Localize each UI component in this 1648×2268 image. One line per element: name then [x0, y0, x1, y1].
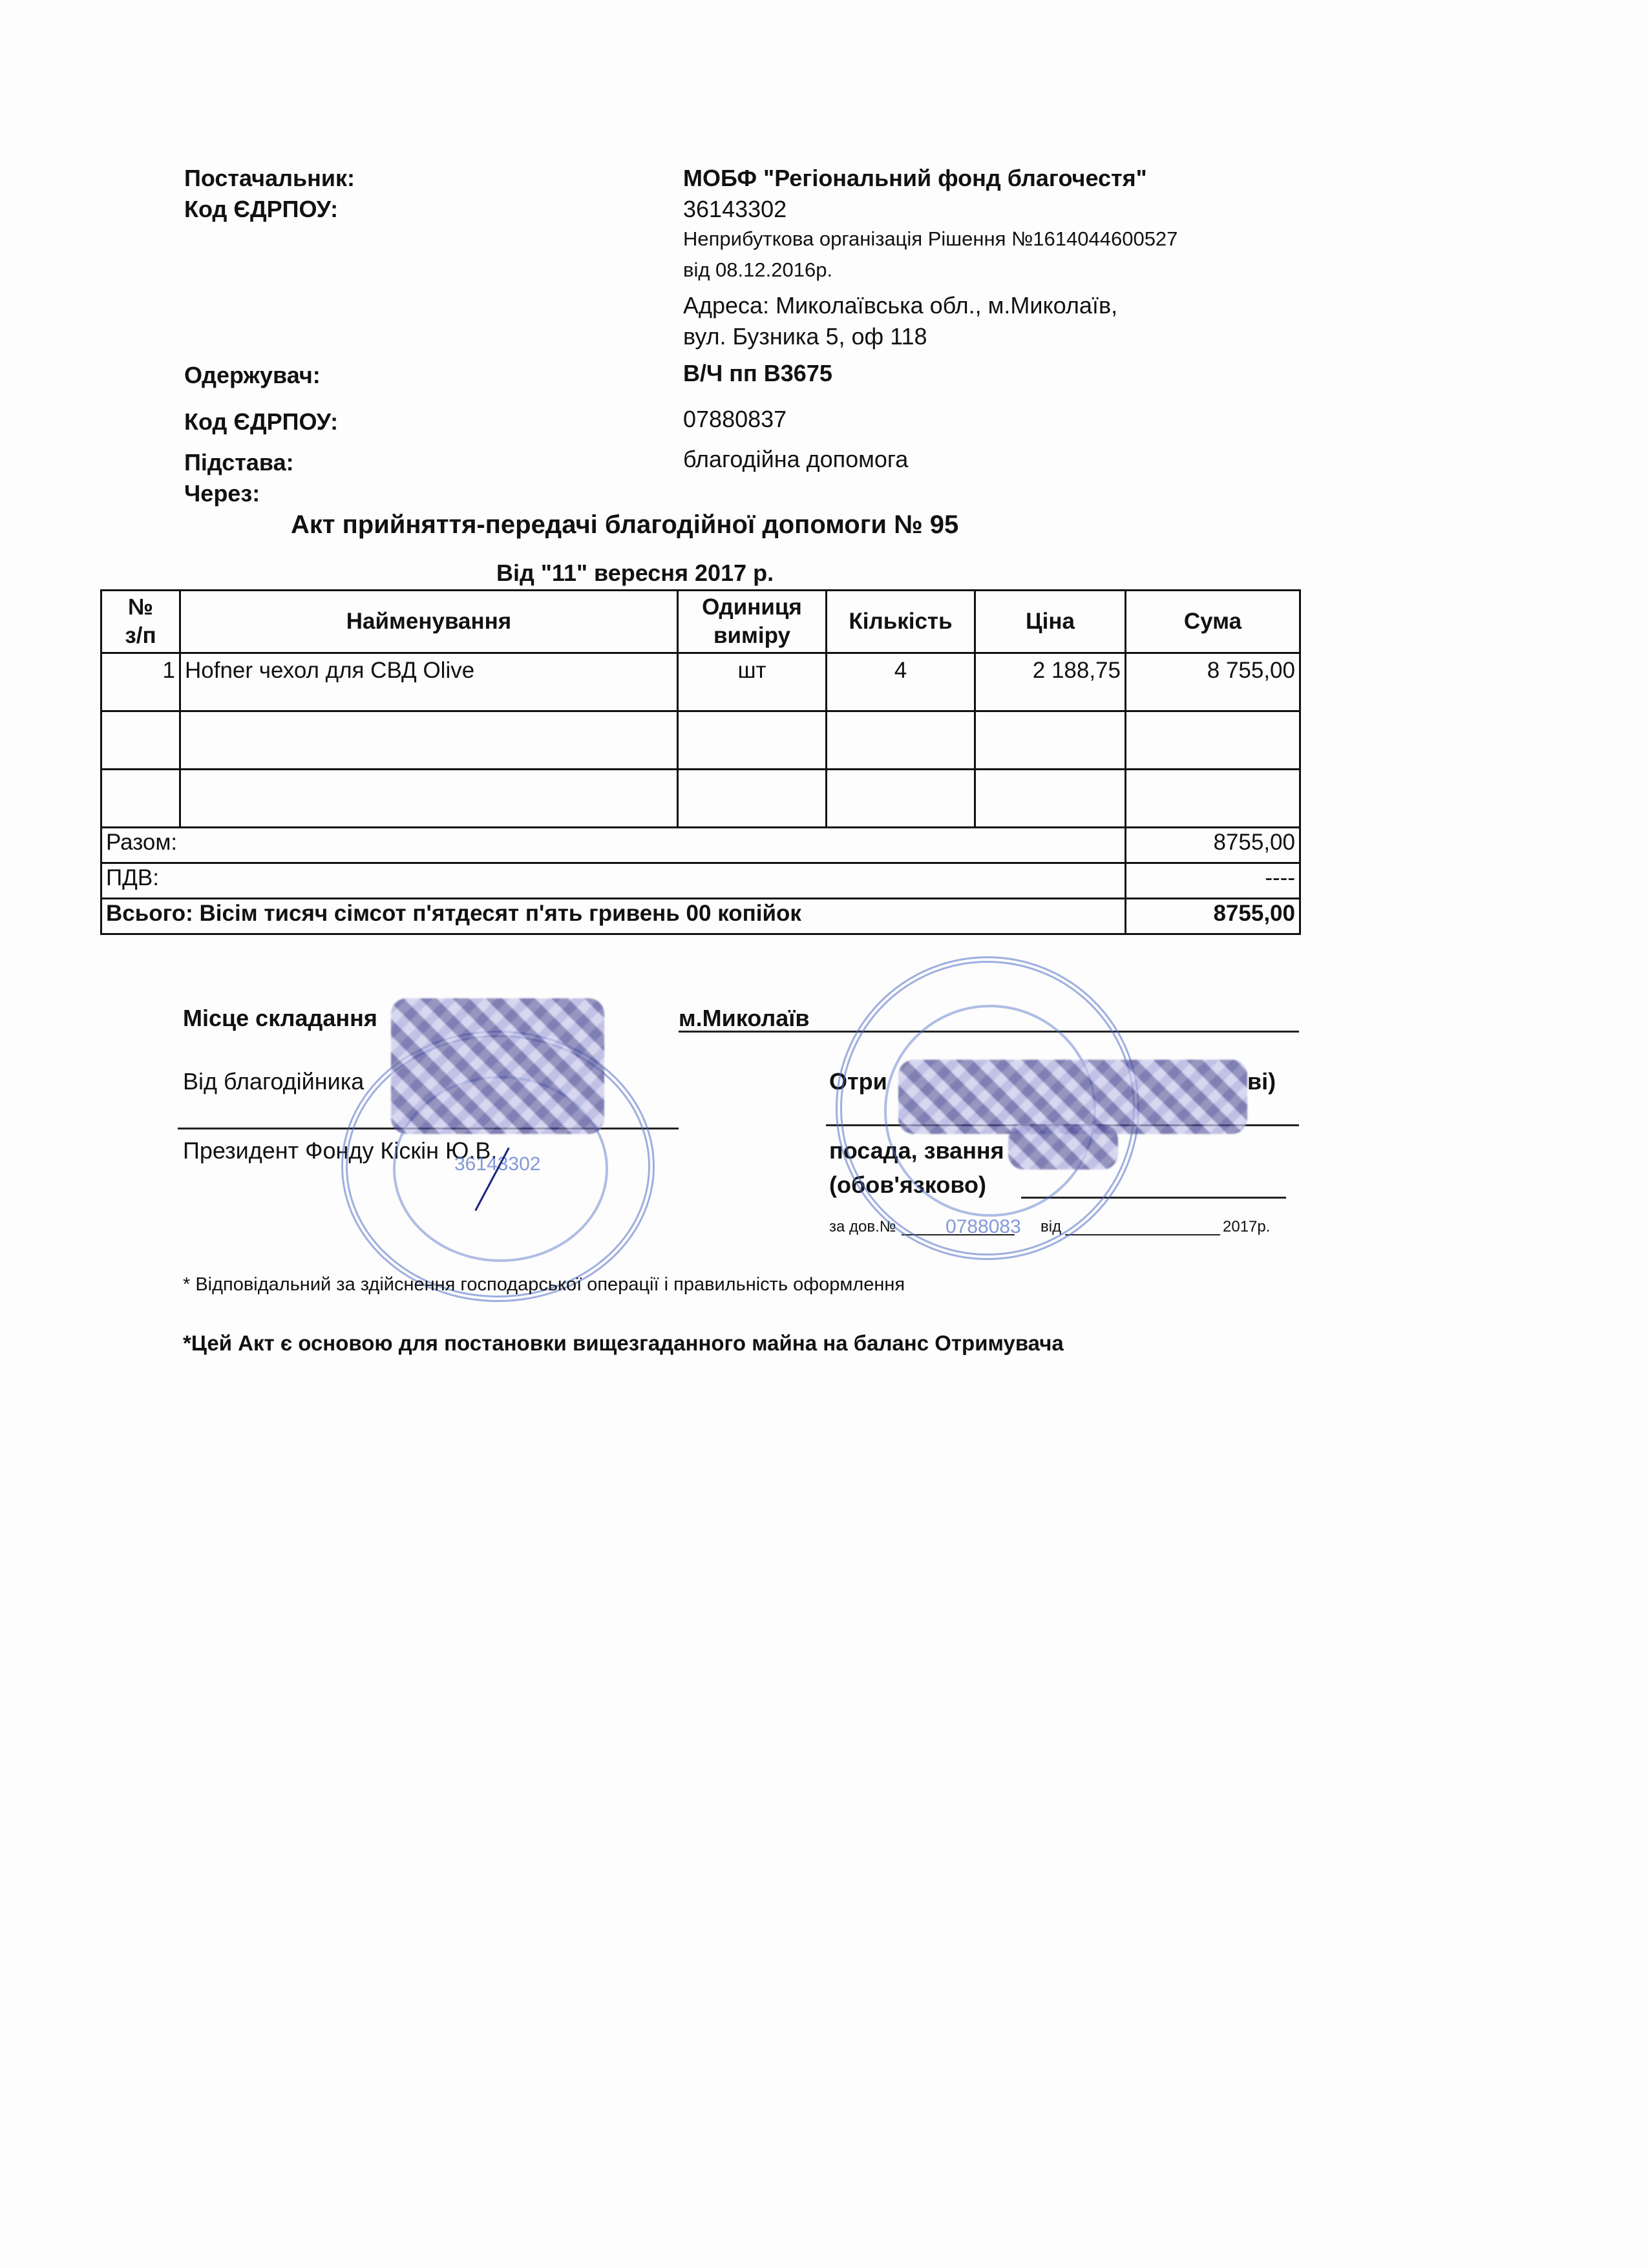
header-unit: Одиниця виміру: [678, 591, 827, 653]
row-num: [101, 770, 180, 828]
row-price: [975, 711, 1126, 770]
header-qty: Кількість: [827, 591, 975, 653]
proxy-date-line: [1065, 1234, 1220, 1235]
position-label: посада, звання: [829, 1137, 1004, 1164]
fund-stamp-code: 36143302: [454, 1153, 541, 1175]
subtotal-row: [101, 828, 1300, 863]
proxy-year: 2017р.: [1223, 1218, 1271, 1235]
header-price: Ціна: [975, 591, 1126, 653]
footnote-basis: *Цей Акт є основою для постановки вищезгаданного майна на баланс Отримувача: [183, 1331, 1064, 1355]
recipient-sign-label-start: Отри: [829, 1068, 887, 1095]
subtotal-value: 8755,00: [1126, 828, 1300, 863]
basis-value: благодійна допомога: [683, 446, 909, 472]
supplier-status-line1: Неприбуткова організація Рішення №1614044600527: [683, 227, 1178, 250]
mandatory-label: (обов'язково): [829, 1171, 986, 1198]
vat-label: ПДВ:: [101, 863, 1126, 899]
items-table: [100, 589, 1301, 935]
row-qty: 4: [827, 653, 975, 711]
recipient-code-label: Код ЄДРПОУ:: [184, 408, 339, 435]
row-unit: [678, 711, 827, 770]
proxy-from: від: [1041, 1218, 1062, 1235]
redaction-position-icon: [1008, 1124, 1118, 1170]
donor-label: Від благодійника: [183, 1068, 364, 1095]
subtotal-label: Разом:: [101, 828, 1126, 863]
recipient-name: В/Ч пп В3675: [683, 360, 832, 386]
recipient-label: Одержувач:: [184, 362, 321, 388]
recipient-code: 07880837: [683, 406, 787, 432]
total-value: 8755,00: [1126, 899, 1300, 934]
act-title: Акт прийняття-передачі благодійної допомоги № 95: [291, 510, 959, 539]
header-num: № з/п: [101, 591, 180, 653]
footnote-responsible: * Відповідальний за здійснення господарської операції і правильність оформлення: [183, 1274, 905, 1295]
supplier-status-line2: від 08.12.2016р.: [683, 258, 833, 281]
redaction-right-icon: [898, 1060, 1247, 1134]
row-num: [101, 711, 180, 770]
table-row: [101, 711, 1300, 770]
supplier-code: 36143302: [683, 196, 787, 222]
place-value: м.Миколаїв: [679, 1005, 810, 1031]
table-row: [101, 653, 1300, 711]
supplier-code-label: Код ЄДРПОУ:: [184, 196, 339, 222]
basis-label: Підстава:: [184, 449, 294, 476]
row-qty: [827, 711, 975, 770]
header-name: Найменування: [180, 591, 678, 653]
row-sum: 8 755,00: [1126, 653, 1300, 711]
row-unit: [678, 770, 827, 828]
row-qty: [827, 770, 975, 828]
supplier-address-line2: вул. Бузника 5, оф 118: [683, 323, 927, 350]
vat-row: [101, 863, 1300, 899]
supplier-label: Постачальник:: [184, 165, 355, 191]
total-row: [101, 899, 1300, 934]
row-unit: шт: [678, 653, 827, 711]
total-label: Всього: Вісім тисяч сімсот п'ятдесят п'ять гривень 00 копійок: [101, 899, 1126, 934]
place-label: Місце складання: [183, 1005, 377, 1031]
donor-signer: Президент Фонду Кіскін Ю.В.: [183, 1137, 498, 1164]
vat-value: ----: [1126, 863, 1300, 899]
row-name: [180, 770, 678, 828]
redaction-left-icon: [391, 998, 604, 1134]
row-sum: [1126, 711, 1300, 770]
unit-stamp-code: 0788083: [945, 1216, 1021, 1237]
header-sum: Сума: [1126, 591, 1300, 653]
table-row: [101, 770, 1300, 828]
proxy-prefix: за дов.№: [829, 1218, 896, 1235]
row-sum: [1126, 770, 1300, 828]
supplier-address-line1: Адреса: Миколаївська обл., м.Миколаїв,: [683, 292, 1118, 319]
row-price: [975, 770, 1126, 828]
row-name: [180, 711, 678, 770]
row-price: 2 188,75: [975, 653, 1126, 711]
act-date: Від "11" вересня 2017 р.: [496, 560, 774, 586]
supplier-name: МОБФ "Регіональний фонд благочестя": [683, 165, 1147, 191]
row-num: 1: [101, 653, 180, 711]
via-label: Через:: [184, 480, 260, 507]
row-name: Hofner чехол для СВД Olive: [180, 653, 678, 711]
recipient-sign-label-end: ві): [1247, 1068, 1276, 1095]
